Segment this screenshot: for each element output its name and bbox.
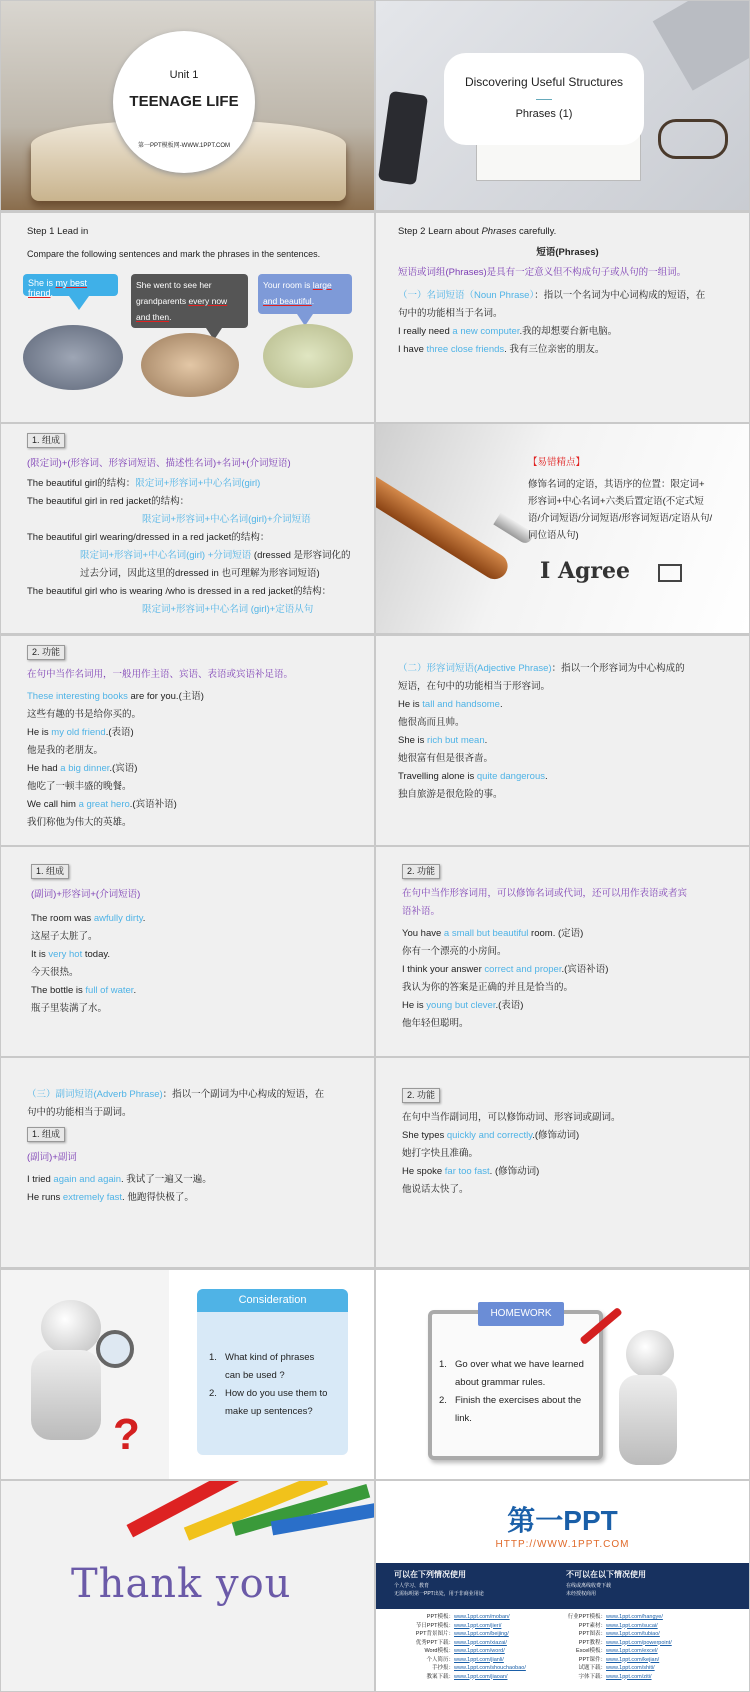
ex-answer: I think your answer correct and proper.(宾语补语) [402,964,609,975]
site-link[interactable]: www.1ppt.com/shiti/ [606,1665,655,1671]
photo-family [141,333,239,397]
np-line-4: The beautiful girl wearing/dressed in a red jacket的结构： [27,532,270,543]
adv-phrase-def: （三）副词短语(Adverb Phrase)：指以一个副词为中心构成的短语，在 [27,1089,325,1100]
title-card [444,53,644,145]
title-divider [536,99,552,100]
site-link-row [566,1656,746,1665]
right-note-1: 在线或离线收费下载 [566,1583,612,1589]
noun-phrase-def-2: 句中的功能相当于名词。 [398,308,503,319]
right-title: 不可以在以下情况使用 [566,1570,646,1579]
np-line-6: 过去分词，因此这里的dressed in 也可理解为形容词短语) [80,568,320,579]
slide-homework [376,1270,749,1479]
np-line-5: 限定词+形容词+中心名词(girl) +分词短语 (dressed 是形容词化的 [80,550,351,561]
site-link-label: 行业PPT模板： [567,1614,606,1620]
title-circle [113,31,255,173]
site-link-row [566,1673,746,1682]
site-link[interactable]: www.1ppt.com/excel/ [606,1648,658,1654]
mistakes-line-2: 形容词+中心名词+六类后置定语(不定式短 [528,496,704,507]
site-link-label: 优秀PPT下载： [415,1639,454,1646]
right-note-2: 未经授权商用 [566,1591,597,1597]
ex-clever-cn: 他年轻但聪明。 [402,1018,469,1029]
site-link[interactable]: www.1ppt.com/jieri/ [454,1622,502,1629]
question-1: 1. What kind of phrases can be used ? [209,1352,315,1381]
bubble-tail-1 [69,296,89,310]
site-logo: 第一PPT [507,1505,618,1536]
mistakes-line-4: 同位语从句) [528,530,579,541]
slide-title: TEENAGE LIFE [129,93,239,110]
section-tag: 2. 功能 [27,645,65,660]
np-formula: (限定词)+(形容词、形容词短语、描述性名词)+名词+(介词短语) [27,458,291,469]
ex-room: The room was awfully dirty. [31,913,146,924]
site-link[interactable]: www.1ppt.com/hangye/ [606,1614,663,1620]
site-link-label: Excel模板： [576,1648,606,1654]
site-link-row [414,1673,574,1682]
slide-common-mistakes [376,424,749,633]
site-link-row [414,1647,574,1656]
slide-np-function [1,636,374,845]
agree-text: I Agree [540,558,630,584]
ex-small-room-cn: 你有一个漂亮的小房间。 [402,946,507,957]
consideration-header: Consideration [197,1289,348,1312]
site-link[interactable]: www.1ppt.com/kejian/ [606,1656,660,1663]
site-link-row [414,1613,574,1622]
left-title: 可以在下列情况使用 [394,1570,466,1579]
homework-item-1: 1. Go over what we have learned about grammar rules. [439,1359,584,1388]
site-link-label: Word模板： [424,1648,454,1654]
site-link[interactable]: www.1ppt.com/powerpoint/ [606,1639,672,1646]
glasses-image [658,119,728,159]
figure-body-image [31,1350,101,1440]
ex-books-cn: 这些有趣的书是给你买的。 [27,709,142,720]
section-tag: 2. 功能 [402,1088,440,1103]
phrases-definition: 短语或词组(Phrases)是具有一定意义但不构成句子或从句的一组词。 [398,267,687,278]
section-tag: 1. 组成 [27,433,65,448]
ex-spoke: He spoke far too fast. (修饰动词) [402,1166,540,1177]
site-link-row [566,1639,746,1648]
site-link[interactable]: www.1ppt.com/jianli/ [454,1656,504,1663]
ex-dinner: He had a big dinner.(宾语) [27,763,138,774]
site-link-label: PPT图表： [578,1631,606,1637]
ex-room-cn: 这屋子太脏了。 [31,931,98,942]
site-label: 第一PPT模板网-WWW.1PPT.COM [138,143,230,149]
links-left [414,1613,574,1681]
site-link-label: PPT课件： [578,1656,606,1663]
noun-phrase-def: （一）名词短语（Noun Phrase）：指以一个名词为中心词构成的短语，在 [398,290,706,301]
ex-hot-cn: 今天很热。 [31,967,79,978]
ex-travel-cn: 独自旅游是很危险的事。 [398,789,503,800]
ex-small-room: You have a small but beautiful room. (定语) [402,928,584,939]
site-link-label: PPT模板： [426,1614,454,1620]
ex-hero-cn: 我们称他为伟大的英雄。 [27,817,132,828]
magnifier-icon [96,1330,134,1368]
site-link-row [566,1647,746,1656]
ex-dinner-cn: 他吃了一顿丰盛的晚餐。 [27,781,132,792]
site-link[interactable]: www.1ppt.com/moban/ [454,1614,510,1620]
site-link[interactable]: www.1ppt.com/beijing/ [454,1631,509,1637]
ex-tall: He is tall and handsome. [398,699,503,710]
ex-books: These interesting books are for you.(主语) [27,691,204,702]
ex-types-cn: 她打字快且准确。 [402,1148,479,1159]
ex-again: I tried again and again. 我试了一遍又一遍。 [27,1174,212,1185]
adj-formula: (副词)+形容词+(介词短语) [31,889,141,900]
pen-image [376,456,512,584]
example-computer: I really need a new computer.我的却想要台新电脑。 [398,326,618,337]
adv-phrase-def-2: 句中的功能相当于副词。 [27,1107,132,1118]
ex-travel: Travelling alone is quite dangerous. [398,771,548,782]
adj-function-def-2: 语补语。 [402,906,441,917]
ex-tall-cn: 他很高而且帅。 [398,717,465,728]
site-link-row [414,1656,574,1665]
unit-label: Unit 1 [169,69,199,81]
example-friends: I have three close friends. 我有三位亲密的朋友。 [398,344,605,355]
slide-adverb-phrase [1,1058,374,1267]
site-link-label: 节日PPT模板： [415,1622,454,1629]
mistakes-line-1: 修饰名词的定语，其语序的位置：限定词+ [528,479,705,490]
figure-body-image [619,1375,677,1465]
photo-room [263,324,353,388]
slide-lead-in [1,213,374,422]
np-line-2: The beautiful girl in red jacket的结构： [27,496,190,507]
homework-header: HOMEWORK [478,1302,564,1326]
slide-np-composition [1,424,374,633]
slide-consideration [1,1270,374,1479]
phone-image [378,91,428,185]
adj-phrase-def-2: 短语，在句中的功能相当于形容词。 [398,681,551,692]
mistakes-line-3: 语/介词短语/分词短语/形容词短语/定语从句/ [528,513,713,524]
mistakes-tag: 【易错精点】 [528,457,586,468]
slide-section-title [376,1,749,210]
site-link-row [566,1630,746,1639]
left-note-2: 无需标明第一PPT出处，用于非商业用途 [394,1591,484,1597]
slide-adj-composition [1,847,374,1056]
adj-function-def: 在句中当作形容词用，可以修饰名词或代词，还可以用作表语或者宾 [402,888,688,899]
slide-adj-function [376,847,749,1056]
function-def: 在句中当作名词用，一般用作主语、宾语、表语或宾语补足语。 [27,669,294,680]
site-link[interactable]: www.1ppt.com/shouchaobao/ [454,1665,526,1671]
site-url: HTTP://WWW.1PPT.COM [495,1539,630,1550]
slide-adjective-phrase [376,636,749,845]
ex-answer-cn: 我认为你的答案是正确的并且是恰当的。 [402,982,574,993]
section-title: Discovering Useful Structures [464,75,624,89]
ex-friend: He is my old friend.(表语) [27,727,134,738]
adv-formula: (副词)+副词 [27,1152,77,1163]
site-link-row [414,1622,574,1631]
ex-rich-cn: 她很富有但是很吝啬。 [398,753,494,764]
ex-bottle-cn: 瓶子里装满了水。 [31,1003,108,1014]
site-link-label: PPT教程： [578,1639,606,1646]
compare-instruction: Compare the following sentences and mark the phrases in the sentences. [27,249,321,259]
site-link-row [566,1622,746,1631]
phrases-heading: 短语(Phrases) [536,247,599,258]
np-line-1: The beautiful girl的结构：限定词+形容词+中心名词(girl) [27,478,261,489]
site-link-label: 字体下载： [578,1673,606,1680]
ex-bottle: The bottle is full of water. [31,985,137,996]
section-tag: 1. 组成 [31,864,69,879]
site-link-row [414,1664,574,1673]
bubble-grandparents: She went to see her grandparents every now and then. [131,274,248,328]
section-tag: 1. 组成 [27,1127,65,1142]
bubble-best-friend: She is my best friend. [23,274,118,296]
homework-item-2: 2. Finish the exercises about the link. [439,1395,582,1424]
ex-fast: He runs extremely fast. 他跑得快极了。 [27,1192,194,1203]
site-link-row [566,1613,746,1622]
site-link-label: 手抄报： [431,1665,454,1671]
ex-hot: It is very hot today. [31,949,111,960]
info-band [376,1563,749,1609]
photo-friends [23,325,123,390]
slide-learn-phrases [376,213,749,422]
checkbox-image [658,564,682,582]
site-link-row [414,1639,574,1648]
ex-spoke-cn: 他说话太快了。 [402,1184,469,1195]
step-heading: Step 1 Lead in [27,226,89,237]
site-link-label: 教案下载： [426,1673,454,1680]
site-link[interactable]: www.1ppt.com/sucai/ [606,1622,658,1629]
step-heading: Step 2 Learn about Phrases carefully. [398,226,557,237]
slide-title-teenage-life [1,1,374,210]
figure-head-image [41,1300,101,1355]
section-subtitle: Phrases (1) [515,108,573,120]
np-line-7: The beautiful girl who is wearing /who is dressed in a red jacket的结构： [27,586,332,597]
np-line-8: 限定词+形容词+中心名词 (girl)+定语从句 [142,604,314,615]
site-link-row [566,1664,746,1673]
slide-thank-you [1,1481,374,1691]
question-mark-icon: ? [113,1410,140,1459]
site-link-label: PPT素材： [578,1622,606,1629]
site-link[interactable]: www.1ppt.com/jiaoan/ [454,1673,508,1680]
np-line-3: 限定词+形容词+中心名词(girl)+介词短语 [142,514,311,525]
site-link[interactable]: www.1ppt.com/xiazai/ [454,1639,507,1646]
site-link[interactable]: www.1ppt.com/tubiao/ [606,1631,660,1637]
adv-function-def: 在句中当作副词用，可以修饰动词、形容词或副词。 [402,1112,621,1123]
ex-hero: We call him a great hero.(宾语补语) [27,799,177,810]
consideration-card [197,1289,348,1455]
slide-adv-function [376,1058,749,1267]
site-link-row [414,1630,574,1639]
adj-phrase-def: （二）形容词短语(Adjective Phrase)：指以一个形容词为中心构成的 [398,663,685,674]
question-2: 2. How do you use them to make up sentences? [209,1388,328,1417]
section-tag: 2. 功能 [402,864,440,879]
laptop-image [653,1,749,91]
site-link-label: 试题下载： [578,1665,606,1671]
ex-types: She types quickly and correctly.(修饰动词) [402,1130,580,1141]
site-link[interactable]: www.1ppt.com/ziti/ [606,1673,652,1680]
left-note-1: 个人学习、教育 [394,1583,430,1589]
site-link-label: PPT背景图片： [415,1631,454,1637]
links-right [566,1613,746,1681]
slide-site-info [376,1481,749,1691]
site-link-label: 个人简历： [426,1656,454,1663]
thank-you-text: Thank you [71,1561,292,1607]
figure-head-image [626,1330,674,1378]
bubble-room: Your room is large and beautiful. [258,274,352,314]
ex-clever: He is young but clever.(表语) [402,1000,524,1011]
site-link[interactable]: www.1ppt.com/word/ [454,1648,505,1654]
ex-friend-cn: 他是我的老朋友。 [27,745,104,756]
ex-rich: She is rich but mean. [398,735,488,746]
